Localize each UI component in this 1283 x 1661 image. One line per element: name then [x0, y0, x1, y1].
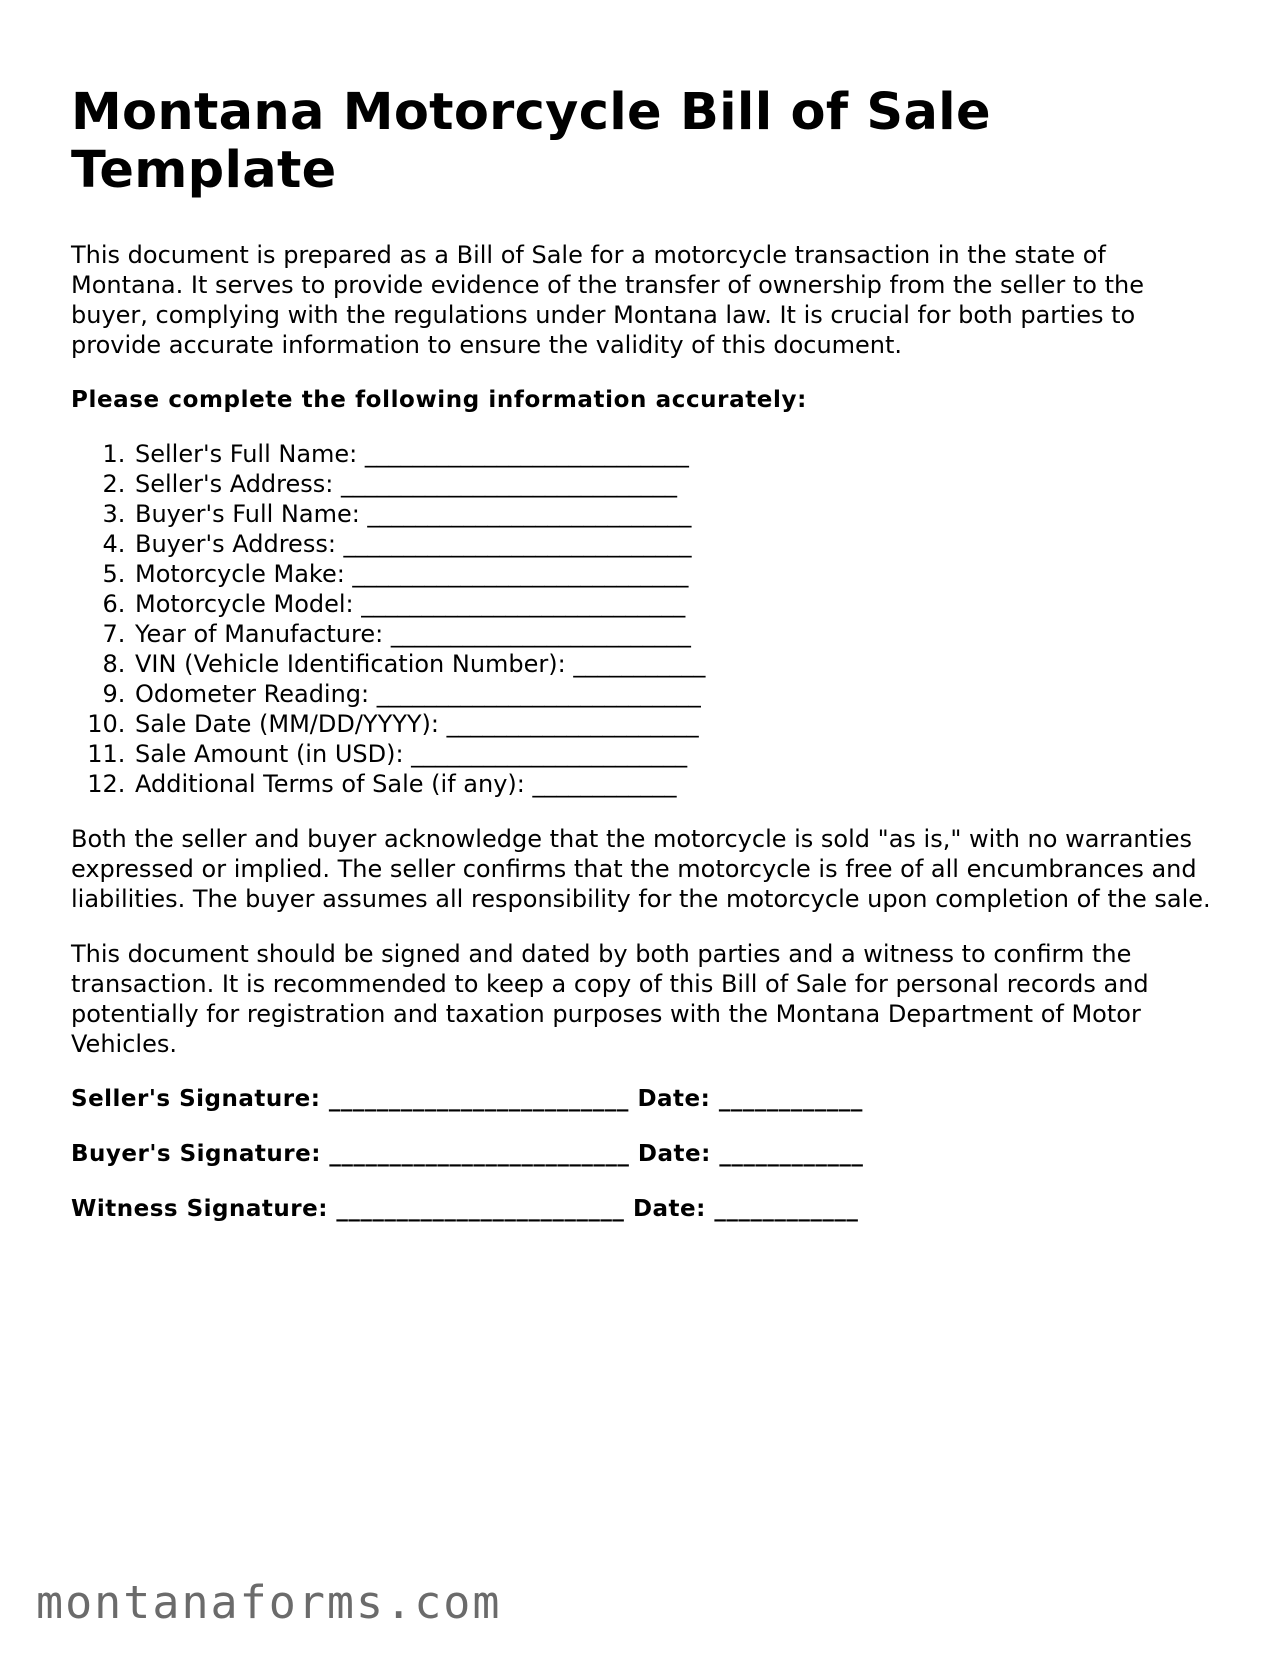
- field-sale-date: 10. Sale Date (MM/DD/YYYY): _____________________: [133, 709, 1221, 739]
- seller-signature-line: Seller's Signature: _________________________ Date: ____________: [71, 1086, 863, 1112]
- field-buyer-address: 4. Buyer's Address: _____________________________: [133, 529, 1221, 559]
- field-list: [71, 439, 1221, 799]
- intro-paragraph: This document is prepared as a Bill of Sale for a motorcycle transaction in the state of Montana. It serves to provide evidence of the transfer of ownership from the seller to the buyer, complying with the regulations under Montana law. It is crucial for both parties to provide accurate information to ensure the validity of this document.: [71, 241, 1144, 359]
- acknowledgement-paragraph: Both the seller and buyer acknowledge that the motorcycle is sold "as is," with no warranties expressed or implied. The seller confirms that the motorcycle is free of all encumbrances and liabilities. The buyer assumes all responsibility for the motorcycle upon completion of the sale.: [71, 825, 1211, 913]
- document-page: [71, 84, 1221, 1224]
- instruction-heading: Please complete the following information accurately:: [71, 387, 807, 413]
- signing-note-paragraph: This document should be signed and dated by both parties and a witness to confirm the transaction. It is recommended to keep a copy of this Bill of Sale for personal records and potentially for registration and taxation purposes with the Montana Department of Motor Vehicles.: [71, 940, 1149, 1058]
- field-buyer-name: 3. Buyer's Full Name: ___________________________: [133, 499, 1221, 529]
- field-vin: 8. VIN (Vehicle Identification Number): ___________: [133, 649, 1221, 679]
- field-year-of-manufacture: 7. Year of Manufacture: _________________________: [133, 619, 1221, 649]
- field-motorcycle-model: 6. Motorcycle Model: ___________________________: [133, 589, 1221, 619]
- witness-signature-line: Witness Signature: ________________________ Date: ____________: [71, 1196, 859, 1222]
- field-sale-amount: 11. Sale Amount (in USD): _______________________: [133, 739, 1221, 769]
- buyer-signature-line: Buyer's Signature: _________________________ Date: ____________: [71, 1141, 864, 1167]
- field-odometer-reading: 9. Odometer Reading: ___________________________: [133, 679, 1221, 709]
- field-additional-terms: 12. Additional Terms of Sale (if any): ____________: [133, 769, 1221, 799]
- field-seller-name: 1. Seller's Full Name: ___________________________: [133, 439, 1221, 469]
- watermark: montanaforms.com: [36, 1576, 502, 1629]
- field-seller-address: 2. Seller's Address: ____________________________: [133, 469, 1221, 499]
- field-motorcycle-make: 5. Motorcycle Make: ____________________________: [133, 559, 1221, 589]
- document-title: Montana Motorcycle Bill of Sale Template: [71, 83, 991, 200]
